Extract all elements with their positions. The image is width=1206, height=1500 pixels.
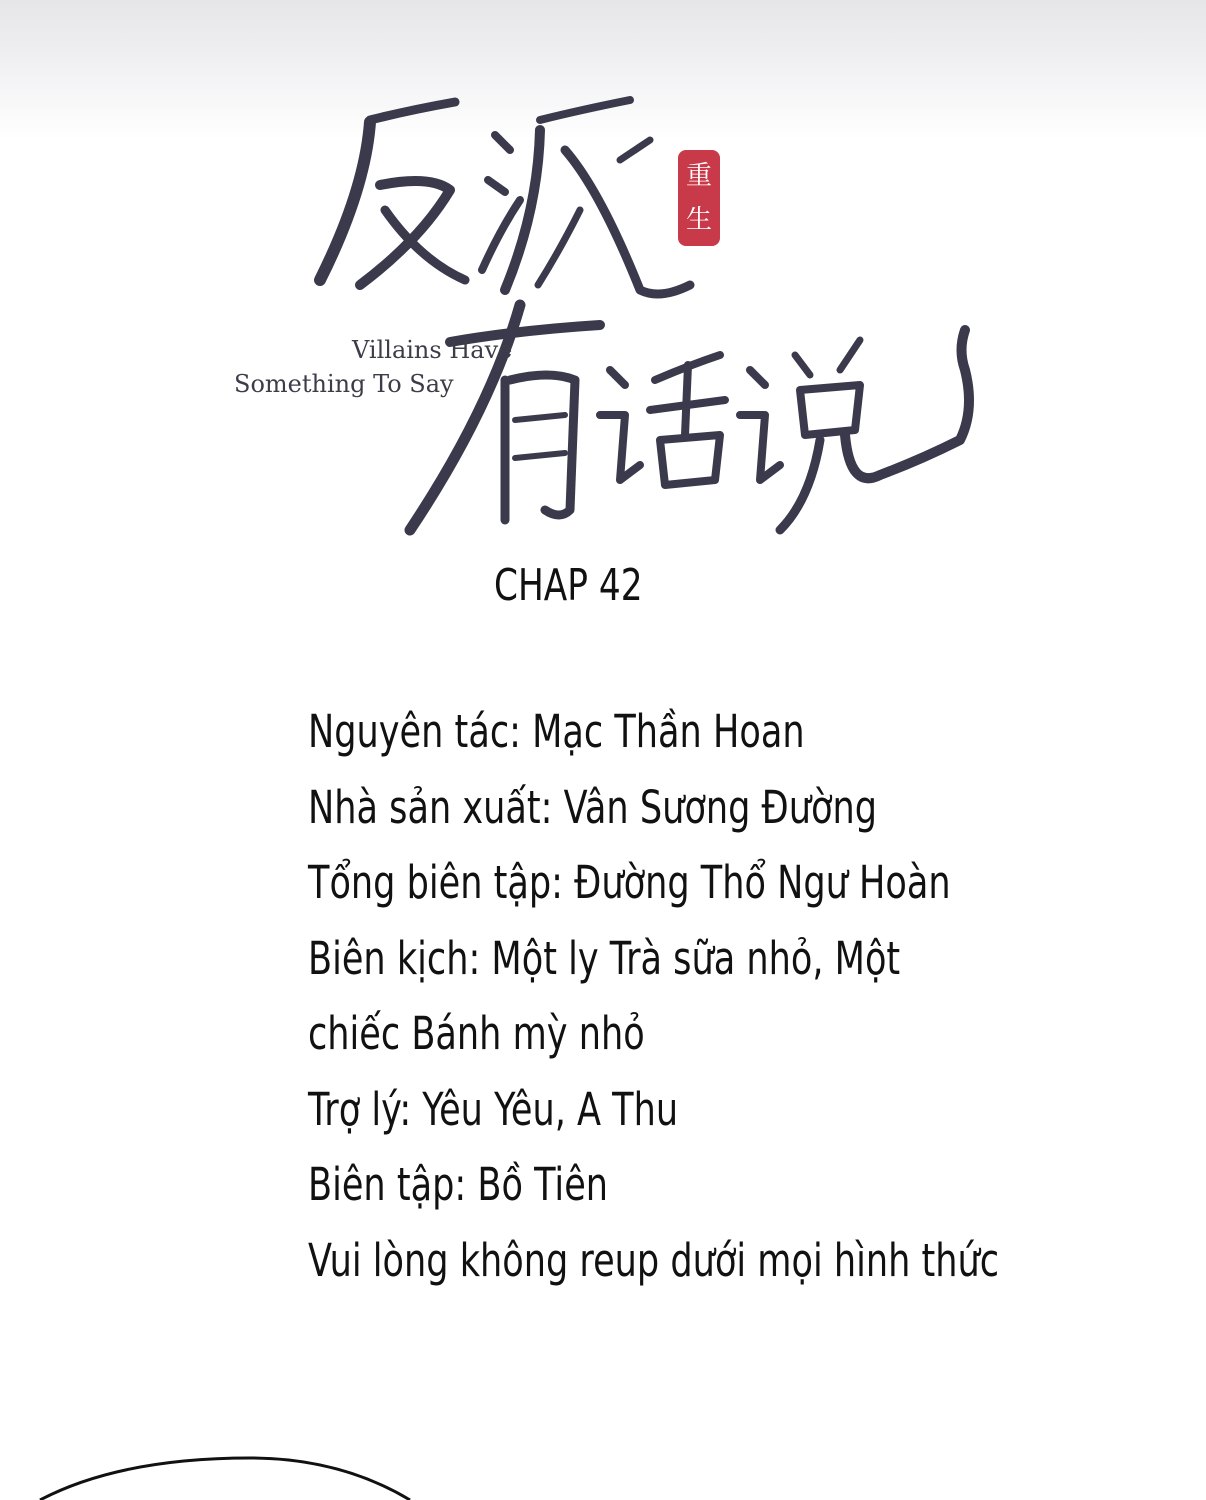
credit-screenwriter: Biên kịch: Một ly Trà sữa nhỏ, Một [308, 931, 901, 985]
calligraphy-strokes [220, 80, 980, 550]
credit-chief-editor: Tổng biên tập: Đường Thổ Ngư Hoàn [308, 856, 951, 909]
credit-screenwriter-cont: chiếc Bánh mỳ nhỏ [308, 1007, 645, 1060]
credit-assistant: Trợ lý: Yêu Yêu, A Thu [308, 1082, 679, 1136]
title-logo [220, 80, 980, 550]
reup-notice: Vui lòng không reup dưới mọi hình thức [308, 1233, 1000, 1287]
credit-producer: Nhà sản xuất: Vân Sương Đường [308, 780, 877, 834]
chapter-label: CHAP 42 [494, 560, 643, 611]
seal-text: 重生 [685, 161, 712, 235]
bottom-panel-curve [0, 1440, 1206, 1500]
english-title-line-2: Something To Say [234, 370, 454, 398]
credit-editor: Biên tập: Bồ Tiên [308, 1158, 609, 1211]
english-title-line-1: Villains Have [352, 336, 513, 364]
credit-original-author: Nguyên tác: Mạc Thần Hoan [308, 705, 805, 758]
credits-block [308, 694, 1068, 1298]
